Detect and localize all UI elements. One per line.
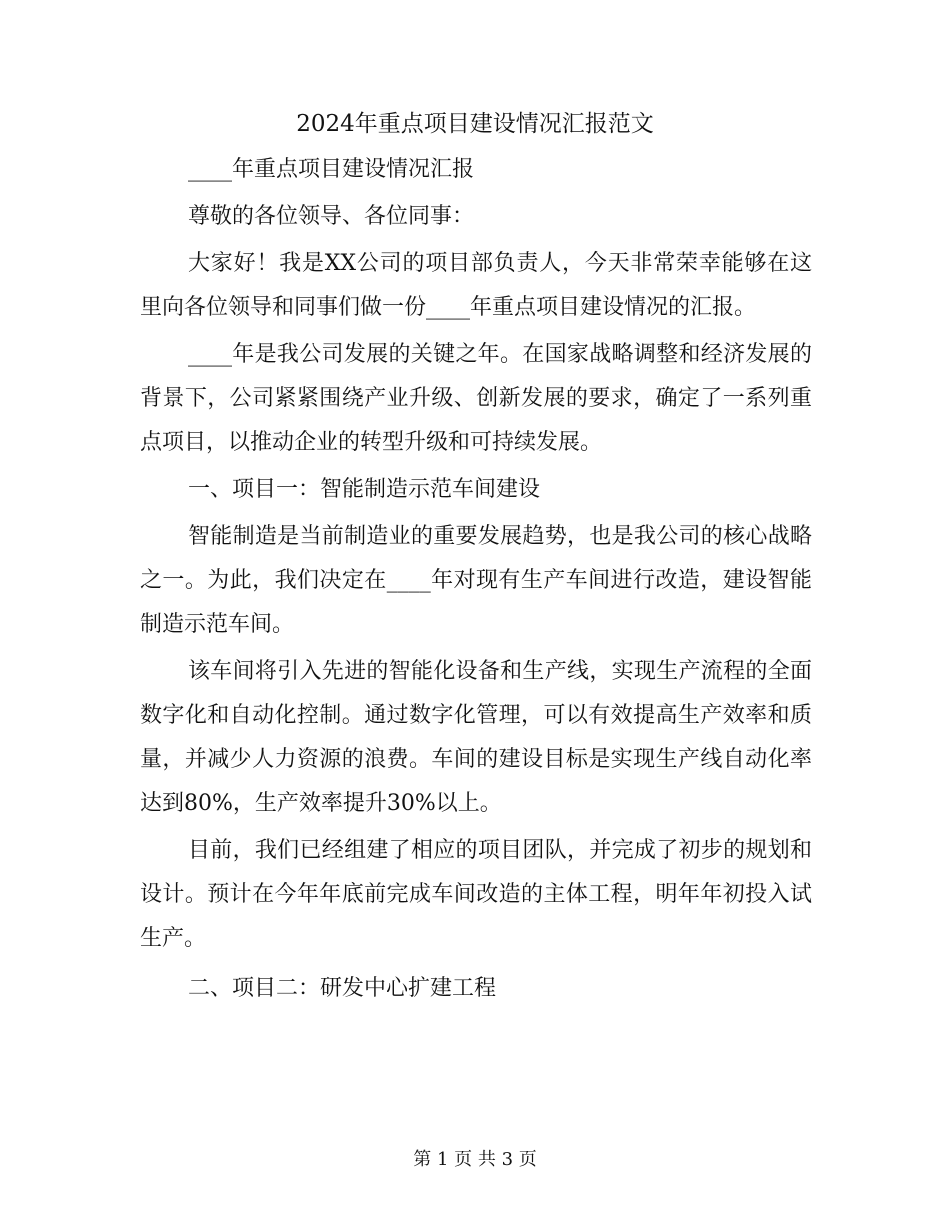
- document-body: [140, 148, 812, 1014]
- page-footer: 第 1 页 共 3 页: [413, 1149, 537, 1170]
- salutation: 尊敬的各位领导、各位同事：: [188, 204, 475, 229]
- paragraph-intro: 大家好！我是XX公司的项目部负责人，今天非常荣幸能够在这里向各位领导和同事们做一份____年重点项目建设情况的汇报。: [140, 251, 812, 320]
- section-heading-project-1: 一、项目一：智能制造示范车间建设: [188, 477, 541, 502]
- paragraph-project-1-details: 该车间将引入先进的智能化设备和生产线，实现生产流程的全面数字化和自动化控制。通过数字化管理，可以有效提高生产效率和质量，并减少人力资源的浪费。车间的建设目标是实现生产线自动化率达到80%，生产效率提升30%以上。: [140, 659, 812, 816]
- paragraph-project-1-progress: 目前，我们已经组建了相应的项目团队，并完成了初步的规划和设计。预计在今年年底前完成车间改造的主体工程，明年年初投入试生产。: [140, 838, 812, 951]
- report-subtitle: ____年重点项目建设情况汇报: [188, 157, 475, 182]
- paragraph-background: ____年是我公司发展的关键之年。在国家战略调整和经济发展的背景下，公司紧紧围绕产业升级、创新发展的要求，确定了一系列重点项目，以推动企业的转型升级和可持续发展。: [140, 342, 812, 455]
- section-heading-project-2: 二、项目二：研发中心扩建工程: [188, 976, 497, 1001]
- document-title: 2024年重点项目建设情况汇报范文: [296, 111, 654, 137]
- paragraph-project-1-overview: 智能制造是当前制造业的重要发展趋势，也是我公司的核心战略之一。为此，我们决定在____年对现有生产车间进行改造，建设智能制造示范车间。: [140, 524, 812, 637]
